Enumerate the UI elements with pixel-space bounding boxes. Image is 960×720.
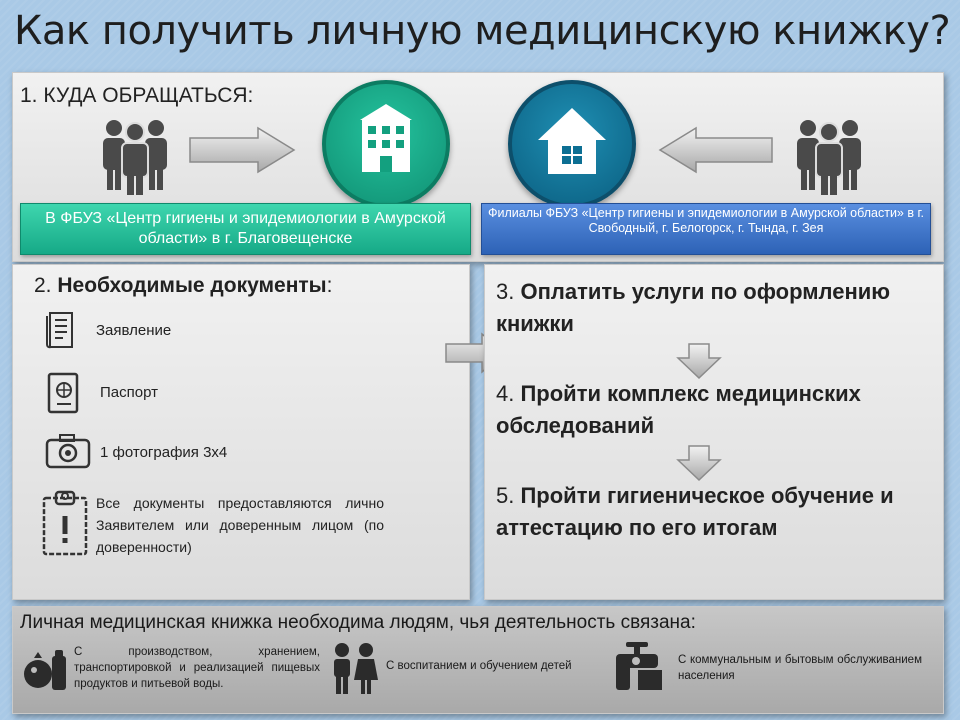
branches-box: Филиалы ФБУЗ «Центр гигиены и эпидемиологии в Амурской области» в г. Свободный, г. Белогорск, г. Тында, г. Зея — [481, 203, 931, 255]
documents-note: Все документы предоставляются лично Заявителем или доверенным лицом (по доверенности) — [96, 495, 384, 555]
camera-icon — [44, 432, 92, 470]
document-label: Заявление — [96, 322, 172, 339]
where-to-apply-heading: 1. КУДА ОБРАЩАТЬСЯ: — [20, 84, 254, 107]
documents-heading-text: Необходимые документы — [57, 274, 327, 297]
people-group-right-icon — [792, 118, 868, 196]
page-title: Как получить личную медицинскую книжку? — [14, 8, 951, 54]
passport-label: Паспорт — [100, 384, 158, 401]
step-4 — [496, 378, 926, 442]
clipboard-alert-icon — [40, 488, 90, 558]
step-4-number: 4. — [496, 381, 515, 406]
house-icon — [512, 84, 632, 204]
category-utilities-text: С коммунальным и бытовым обслуживанием населения — [678, 654, 922, 682]
arrow-right-icon — [188, 126, 296, 174]
document-icon — [44, 310, 80, 350]
photo-label: 1 фотография 3х4 — [100, 444, 228, 461]
children-icon — [326, 640, 382, 696]
step-5-text: Пройти гигиеническое обучение и аттестацию по его итогам — [496, 483, 894, 540]
step-5 — [496, 480, 936, 544]
arrow-down-icon — [676, 342, 722, 380]
arrow-left-icon — [658, 126, 774, 174]
center-building-circle — [322, 80, 450, 208]
documents-heading-number: 2. — [34, 274, 52, 297]
documents-heading-colon: : — [326, 274, 333, 297]
step-3 — [496, 276, 926, 340]
people-group-icon — [98, 118, 174, 196]
food-icon — [20, 644, 70, 694]
faucet-icon — [612, 640, 668, 692]
step-4-text: Пройти комплекс медицинских обследований — [496, 381, 861, 438]
step-3-number: 3. — [496, 279, 515, 304]
main-center-box: В ФБУЗ «Центр гигиены и эпидемиологии в Амурской области» в г. Благовещенске — [20, 203, 471, 255]
category-food-text: С производством, хранением, транспортировкой и реализацией пищевых продуктов и питьевой воды. — [74, 646, 320, 690]
building-icon — [326, 84, 446, 204]
passport-icon — [46, 372, 80, 414]
branch-house-circle — [508, 80, 636, 208]
documents-heading — [34, 274, 332, 298]
step-5-number: 5. — [496, 483, 515, 508]
arrow-down-2-icon — [676, 444, 722, 482]
step-3-text: Оплатить услуги по оформлению книжки — [496, 279, 891, 336]
who-needs-heading: Личная медицинская книжка необходима людям, чья деятельность связана: — [20, 612, 696, 633]
category-children-text: С воспитанием и обучением детей — [386, 660, 572, 672]
